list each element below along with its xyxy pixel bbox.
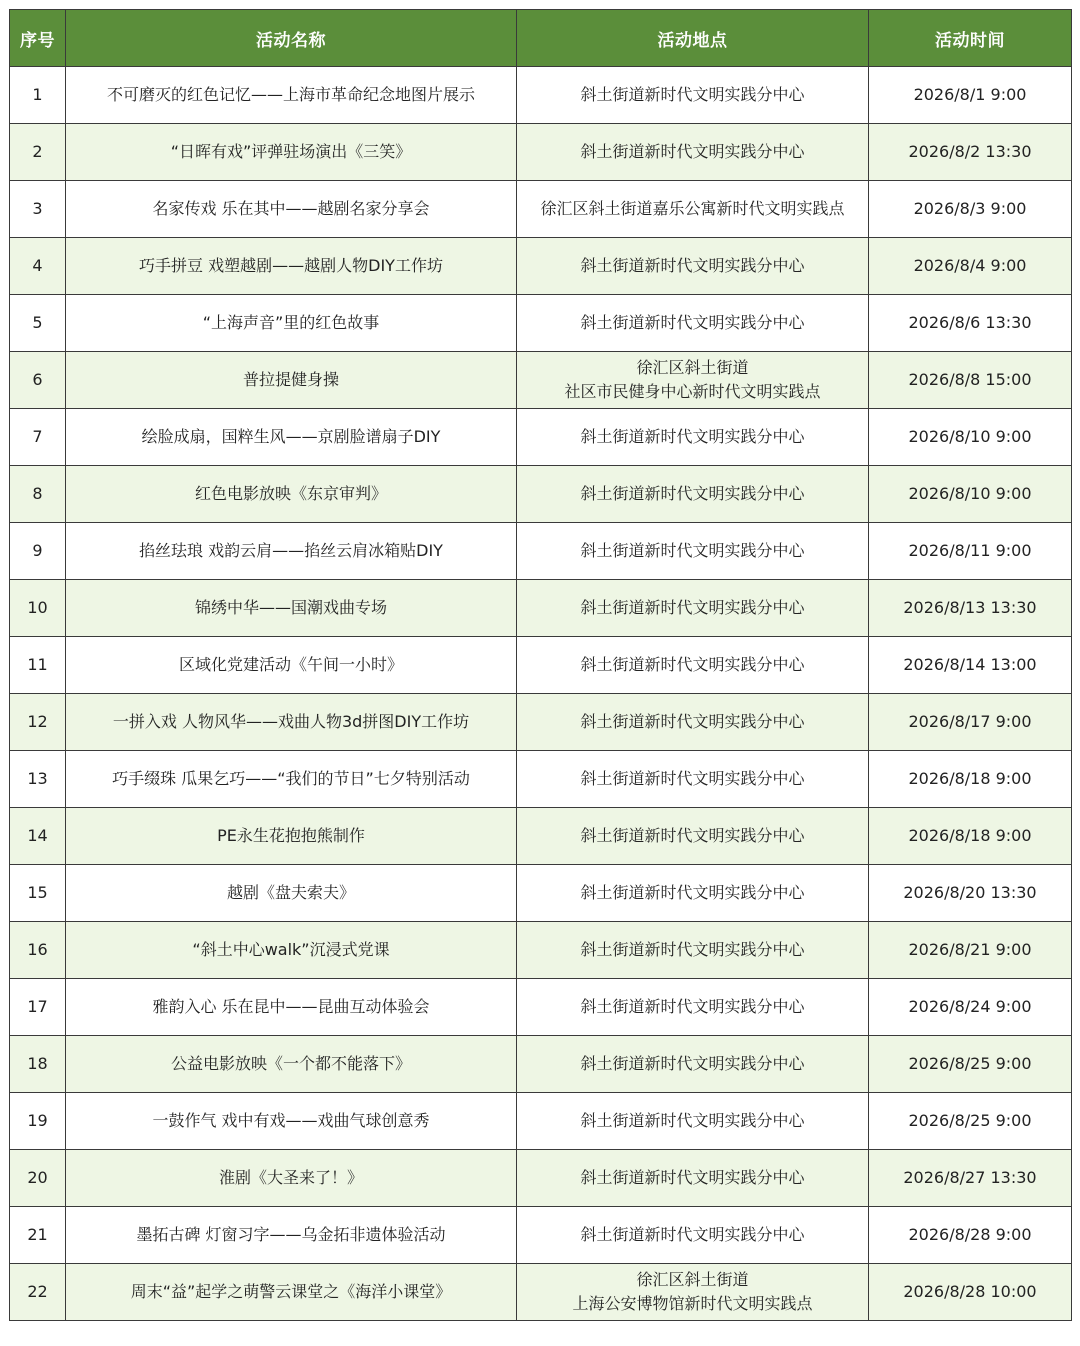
table-body	[10, 67, 1072, 1321]
cell-place-line1: 斜土街道新时代文明实践分中心	[580, 541, 805, 560]
cell-no: 7	[10, 409, 66, 466]
cell-name: 越剧《盘夫索夫》	[66, 865, 517, 922]
cell-place	[517, 67, 869, 124]
table-row	[10, 1264, 1072, 1321]
cell-place-line1: 斜土街道新时代文明实践分中心	[580, 85, 805, 104]
cell-time: 2026/8/18 9:00	[869, 808, 1072, 865]
table-header-row	[10, 10, 1072, 67]
cell-place	[517, 523, 869, 580]
cell-no: 15	[10, 865, 66, 922]
cell-place	[517, 1207, 869, 1264]
table-row	[10, 694, 1072, 751]
cell-place	[517, 1093, 869, 1150]
cell-place	[517, 238, 869, 295]
cell-name: 掐丝珐琅 戏韵云肩——掐丝云肩冰箱贴DIY	[66, 523, 517, 580]
table-row	[10, 1036, 1072, 1093]
table-row	[10, 124, 1072, 181]
cell-place	[517, 751, 869, 808]
cell-place-line1: 斜土街道新时代文明实践分中心	[580, 883, 805, 902]
table-row	[10, 808, 1072, 865]
cell-place	[517, 1150, 869, 1207]
table-row	[10, 409, 1072, 466]
cell-place-line1: 徐汇区斜土街道嘉乐公寓新时代文明实践点	[540, 199, 845, 218]
cell-place-line1: 斜土街道新时代文明实践分中心	[580, 1168, 805, 1187]
cell-time: 2026/8/21 9:00	[869, 922, 1072, 979]
cell-name: 区域化党建活动《午间一小时》	[66, 637, 517, 694]
cell-time: 2026/8/17 9:00	[869, 694, 1072, 751]
cell-place-line1: 斜土街道新时代文明实践分中心	[580, 484, 805, 503]
cell-time: 2026/8/6 13:30	[869, 295, 1072, 352]
cell-place-line1: 斜土街道新时代文明实践分中心	[580, 1111, 805, 1130]
table-row	[10, 922, 1072, 979]
cell-no: 3	[10, 181, 66, 238]
cell-time: 2026/8/25 9:00	[869, 1036, 1072, 1093]
table-row	[10, 1093, 1072, 1150]
cell-name: 公益电影放映《一个都不能落下》	[66, 1036, 517, 1093]
cell-name: 淮剧《大圣来了！》	[66, 1150, 517, 1207]
cell-time: 2026/8/28 10:00	[869, 1264, 1072, 1321]
cell-no: 13	[10, 751, 66, 808]
table-row	[10, 637, 1072, 694]
cell-place	[517, 1264, 869, 1321]
cell-place-line1: 斜土街道新时代文明实践分中心	[580, 313, 805, 332]
cell-place-line2: 社区市民健身中心新时代文明实践点	[564, 382, 821, 401]
table-row	[10, 751, 1072, 808]
cell-time: 2026/8/25 9:00	[869, 1093, 1072, 1150]
cell-name: 不可磨灭的红色记忆——上海市革命纪念地图片展示	[66, 67, 517, 124]
cell-time: 2026/8/27 13:30	[869, 1150, 1072, 1207]
cell-name: 锦绣中华——国潮戏曲专场	[66, 580, 517, 637]
cell-no: 10	[10, 580, 66, 637]
table-row	[10, 1207, 1072, 1264]
cell-no: 18	[10, 1036, 66, 1093]
cell-time: 2026/8/18 9:00	[869, 751, 1072, 808]
cell-name: 红色电影放映《东京审判》	[66, 466, 517, 523]
cell-place-line1: 斜土街道新时代文明实践分中心	[580, 598, 805, 617]
cell-place-line1: 斜土街道新时代文明实践分中心	[580, 655, 805, 674]
cell-no: 2	[10, 124, 66, 181]
cell-no: 4	[10, 238, 66, 295]
cell-no: 9	[10, 523, 66, 580]
table-row	[10, 466, 1072, 523]
cell-no: 17	[10, 979, 66, 1036]
cell-no: 5	[10, 295, 66, 352]
cell-name: 周末“益”起学之萌警云课堂之《海洋小课堂》	[66, 1264, 517, 1321]
cell-name: 雅韵入心 乐在昆中——昆曲互动体验会	[66, 979, 517, 1036]
cell-time: 2026/8/13 13:30	[869, 580, 1072, 637]
cell-place-line1: 徐汇区斜土街道	[636, 358, 749, 377]
cell-name: 巧手拼豆 戏塑越剧——越剧人物DIY工作坊	[66, 238, 517, 295]
cell-name: “上海声音”里的红色故事	[66, 295, 517, 352]
cell-name: “日晖有戏”评弹驻场演出《三笑》	[66, 124, 517, 181]
cell-time: 2026/8/1 9:00	[869, 67, 1072, 124]
cell-name: PE永生花抱抱熊制作	[66, 808, 517, 865]
schedule-table	[9, 9, 1072, 1321]
cell-no: 21	[10, 1207, 66, 1264]
cell-time: 2026/8/10 9:00	[869, 466, 1072, 523]
cell-place	[517, 865, 869, 922]
cell-place-line1: 斜土街道新时代文明实践分中心	[580, 142, 805, 161]
cell-time: 2026/8/24 9:00	[869, 979, 1072, 1036]
cell-place-line1: 徐汇区斜土街道	[636, 1270, 749, 1289]
cell-time: 2026/8/10 9:00	[869, 409, 1072, 466]
cell-name: 巧手缀珠 瓜果乞巧——“我们的节日”七夕特别活动	[66, 751, 517, 808]
cell-time: 2026/8/3 9:00	[869, 181, 1072, 238]
cell-time: 2026/8/11 9:00	[869, 523, 1072, 580]
cell-place	[517, 580, 869, 637]
table-row	[10, 295, 1072, 352]
header-place: 活动地点	[517, 10, 869, 67]
cell-place-line1: 斜土街道新时代文明实践分中心	[580, 427, 805, 446]
cell-no: 12	[10, 694, 66, 751]
cell-place	[517, 1036, 869, 1093]
cell-name: 一拼入戏 人物风华——戏曲人物3d拼图DIY工作坊	[66, 694, 517, 751]
cell-name: 名家传戏 乐在其中——越剧名家分享会	[66, 181, 517, 238]
header-time: 活动时间	[869, 10, 1072, 67]
cell-time: 2026/8/4 9:00	[869, 238, 1072, 295]
cell-no: 20	[10, 1150, 66, 1207]
cell-place-line1: 斜土街道新时代文明实践分中心	[580, 1054, 805, 1073]
cell-place-line1: 斜土街道新时代文明实践分中心	[580, 826, 805, 845]
header-no: 序号	[10, 10, 66, 67]
cell-name: 墨拓古碑 灯窗习字——乌金拓非遗体验活动	[66, 1207, 517, 1264]
cell-time: 2026/8/20 13:30	[869, 865, 1072, 922]
cell-no: 14	[10, 808, 66, 865]
cell-no: 22	[10, 1264, 66, 1321]
cell-name: 一鼓作气 戏中有戏——戏曲气球创意秀	[66, 1093, 517, 1150]
table-row	[10, 1150, 1072, 1207]
cell-place	[517, 466, 869, 523]
table-row	[10, 979, 1072, 1036]
cell-time: 2026/8/28 9:00	[869, 1207, 1072, 1264]
cell-no: 6	[10, 352, 66, 409]
table-row	[10, 67, 1072, 124]
cell-place-line1: 斜土街道新时代文明实践分中心	[580, 769, 805, 788]
cell-no: 8	[10, 466, 66, 523]
cell-place-line1: 斜土街道新时代文明实践分中心	[580, 712, 805, 731]
table-row	[10, 865, 1072, 922]
cell-no: 11	[10, 637, 66, 694]
cell-place-line1: 斜土街道新时代文明实践分中心	[580, 997, 805, 1016]
cell-place-line2: 上海公安博物馆新时代文明实践点	[572, 1294, 813, 1313]
cell-place	[517, 922, 869, 979]
cell-place	[517, 181, 869, 238]
cell-place	[517, 808, 869, 865]
cell-no: 19	[10, 1093, 66, 1150]
cell-place	[517, 409, 869, 466]
cell-place	[517, 979, 869, 1036]
cell-place-line1: 斜土街道新时代文明实践分中心	[580, 940, 805, 959]
cell-place-line1: 斜土街道新时代文明实践分中心	[580, 1225, 805, 1244]
cell-time: 2026/8/8 15:00	[869, 352, 1072, 409]
table-row	[10, 238, 1072, 295]
cell-time: 2026/8/14 13:00	[869, 637, 1072, 694]
cell-place	[517, 295, 869, 352]
cell-place	[517, 637, 869, 694]
cell-no: 16	[10, 922, 66, 979]
cell-place-line1: 斜土街道新时代文明实践分中心	[580, 256, 805, 275]
table-row	[10, 181, 1072, 238]
table-row	[10, 523, 1072, 580]
cell-name: 普拉提健身操	[66, 352, 517, 409]
cell-place	[517, 124, 869, 181]
activity-schedule	[9, 9, 1071, 1321]
cell-name: 绘脸成扇，国粹生风——京剧脸谱扇子DIY	[66, 409, 517, 466]
cell-name: “斜土中心walk”沉浸式党课	[66, 922, 517, 979]
cell-place	[517, 694, 869, 751]
cell-place	[517, 352, 869, 409]
table-row	[10, 580, 1072, 637]
cell-time: 2026/8/2 13:30	[869, 124, 1072, 181]
header-name: 活动名称	[66, 10, 517, 67]
table-row	[10, 352, 1072, 409]
cell-no: 1	[10, 67, 66, 124]
